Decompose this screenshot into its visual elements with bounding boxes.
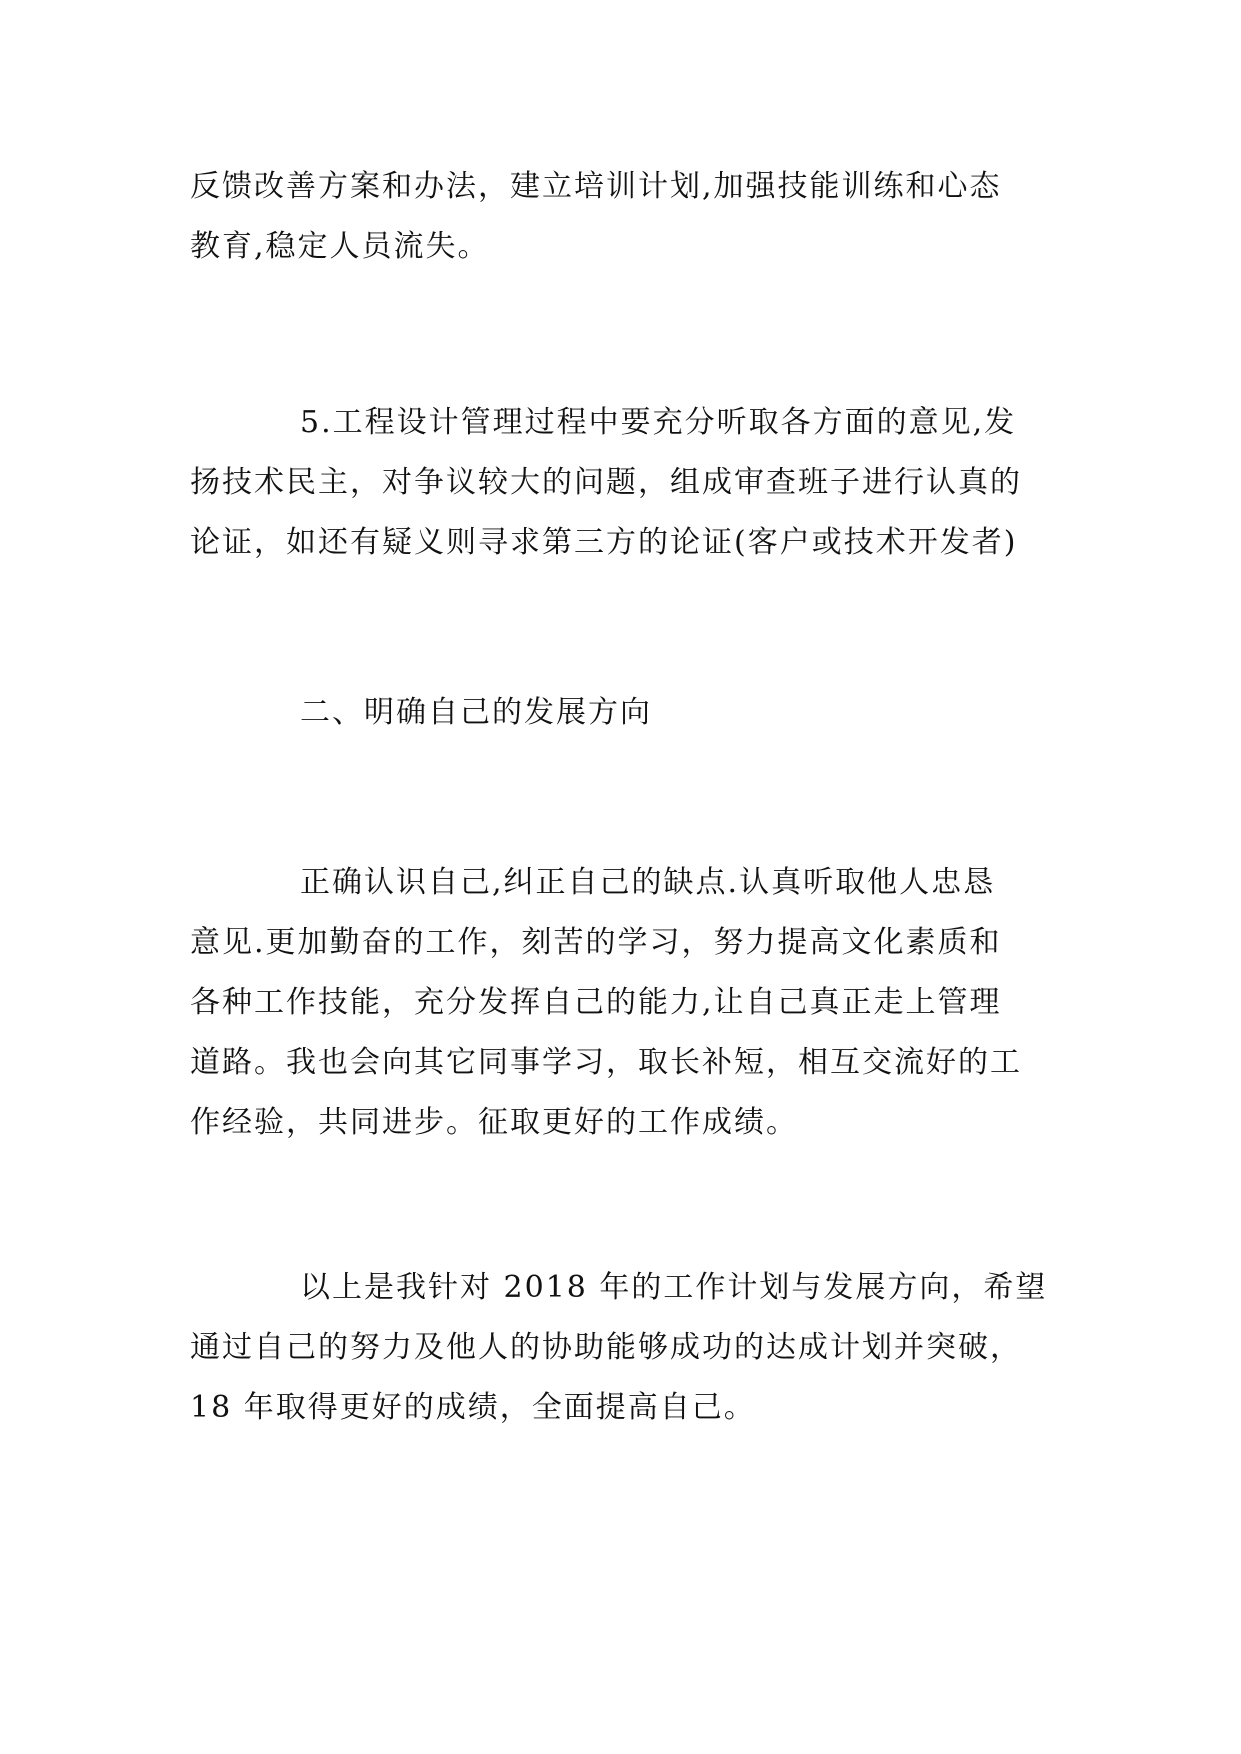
paragraph-line: 18 年取得更好的成绩，全面提高自己。 (190, 1390, 756, 1425)
paragraph-conclusion (190, 1258, 1060, 1438)
paragraph-line: 意见.更加勤奋的工作，刻苦的学习，努力提高文化素质和 (190, 925, 1002, 960)
paragraph-design-management (190, 393, 1060, 573)
paragraph-line: 以上是我针对 2018 年的工作计划与发展方向，希望 (300, 1270, 1048, 1305)
section-heading (190, 683, 1060, 743)
heading-line: 二、明确自己的发展方向 (300, 695, 652, 730)
paragraph-line: 正确认识自己,纠正自己的缺点.认真听取他人忠恳 (300, 865, 996, 900)
paragraph-line: 通过自己的努力及他人的协助能够成功的达成计划并突破， (190, 1330, 1022, 1365)
paragraph-line: 作经验，共同进步。征取更好的工作成绩。 (190, 1105, 798, 1140)
paragraph-line: 各种工作技能，充分发挥自己的能力,让自己真正走上管理 (190, 985, 1002, 1020)
paragraph-training-plan (190, 157, 1060, 277)
paragraph-self-development (190, 853, 1060, 1153)
paragraph-line: 反馈改善方案和办法，建立培训计划,加强技能训练和心态 (190, 169, 1002, 204)
paragraph-line: 5.工程设计管理过程中要充分听取各方面的意见,发 (300, 405, 1017, 440)
paragraph-line: 道路。我也会向其它同事学习，取长补短，相互交流好的工 (190, 1045, 1022, 1080)
paragraph-line: 论证，如还有疑义则寻求第三方的论证(客户或技术开发者) (190, 525, 1018, 560)
paragraph-line: 教育,稳定人员流失。 (190, 229, 490, 264)
paragraph-line: 扬技术民主，对争议较大的问题，组成审查班子进行认真的 (190, 465, 1022, 500)
